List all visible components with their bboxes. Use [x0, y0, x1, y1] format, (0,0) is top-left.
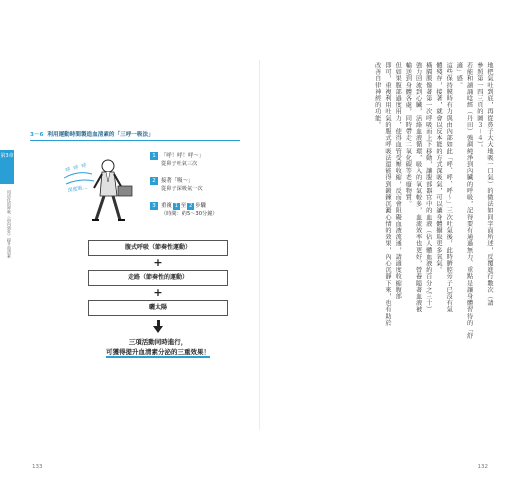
step-text-part: 步驟 [195, 203, 206, 209]
inhale-label: 深度吸… [67, 184, 89, 194]
exhale-label: 呼 [64, 166, 72, 174]
flow-box-walking: 走路（節奏性的運動） [88, 270, 228, 286]
right-page [260, 0, 520, 500]
figure-title [30, 130, 154, 138]
exhale-label: 呼 [72, 164, 80, 172]
chapter-tab-label: 第3章 [0, 153, 14, 159]
effect-flow [88, 240, 228, 357]
person-head [102, 160, 114, 172]
plus-sign: + [153, 256, 163, 269]
breath-line [66, 180, 94, 184]
flow-conclusion-line1: 三項活動同時進行， [128, 338, 188, 346]
step-text: 接著「吸～」 [161, 178, 194, 184]
step-number-badge: 1 [150, 152, 158, 160]
inline-step-badge: 2 [189, 203, 193, 209]
figure-title-text: 利用運動時間製造血清素的「三呼一吸法」 [47, 132, 154, 138]
step-text: 「呼！呼！呼～」 [161, 153, 205, 159]
flow-conclusion-text: 可獲得提升血清素分泌的三重效果！ [106, 348, 210, 356]
arrow-down-head [153, 326, 163, 333]
chapter-tab [0, 150, 14, 184]
exhale-label: 呼 [80, 162, 88, 170]
step-subtext: （時間：約5～30分鐘） [161, 211, 218, 217]
walking-person-illustration [62, 148, 142, 228]
chapter-subtitle: 用活化的呼吸（由內到外）提升血清素 [7, 190, 12, 258]
figure-rule [30, 140, 240, 141]
plus-sign: + [153, 286, 163, 299]
step-subtext: 從鼻子深吸氣一次 [161, 186, 203, 192]
step-2 [150, 177, 260, 193]
step-3 [150, 202, 260, 218]
body-text: 地把氣吐到底，再從鼻子大大地吸一口氣）的做法如同字面所述，反覆進行數次（請 參照第一四三頁的圖３－４）。 若能和讀誦唸經（丹田）強調純淨到內臟的呼吸，記得要有通過無力、重點是讓身體習待的「舒 適」感。 這些保持膜時有力與由內部如此「呼、呼、呼～」三次吐氣後，此時臍腔旁子已沒有氣 體殘存，接著，就會以反本能的方式深吸氣，可以讓身體攝取更多氧氣。 橫膈膜像著第一次呼吸而上下移動，讓腹部器官中的血液（佔人體血液約百分之三十） 強力回流到心臟，活絡血液循環，吸入的氧氣較多，血流效率也更好，營養隨著血液被 輸送到身體各處，同時帶走二氧化碳等老廢物質。 但如果腹部過度用力，使得血管受壓收縮，反而會阻礙血液流通，請適度收縮腹部 即可，重複利用吐氣的腹式呼吸法還能得到鍛鍊沉澱心情的效果，內心沉靜下來，也有助於 改善自律神經的功能。 [373, 62, 493, 340]
briefcase [118, 186, 132, 196]
step-number-badge: 2 [150, 177, 158, 185]
step-text [161, 202, 206, 210]
flow-conclusion-line2 [88, 347, 228, 357]
flow-box-breathing: 腹式呼吸（節奏性運動） [88, 240, 228, 256]
inline-step-badge: 1 [174, 203, 178, 209]
figure-number: 3－6 [30, 132, 44, 138]
page-number: 132 [477, 464, 488, 470]
step-text-part: 重複 [161, 203, 172, 209]
step-number-badge: 3 [150, 202, 158, 210]
page-number: 133 [32, 464, 43, 470]
steps-list [150, 152, 260, 227]
step-1 [150, 152, 260, 168]
step-subtext: 從鼻子吐氣三次 [161, 161, 198, 167]
step-text-part: 至 [180, 203, 187, 209]
flow-box-sunlight: 曬太陽 [88, 300, 228, 316]
